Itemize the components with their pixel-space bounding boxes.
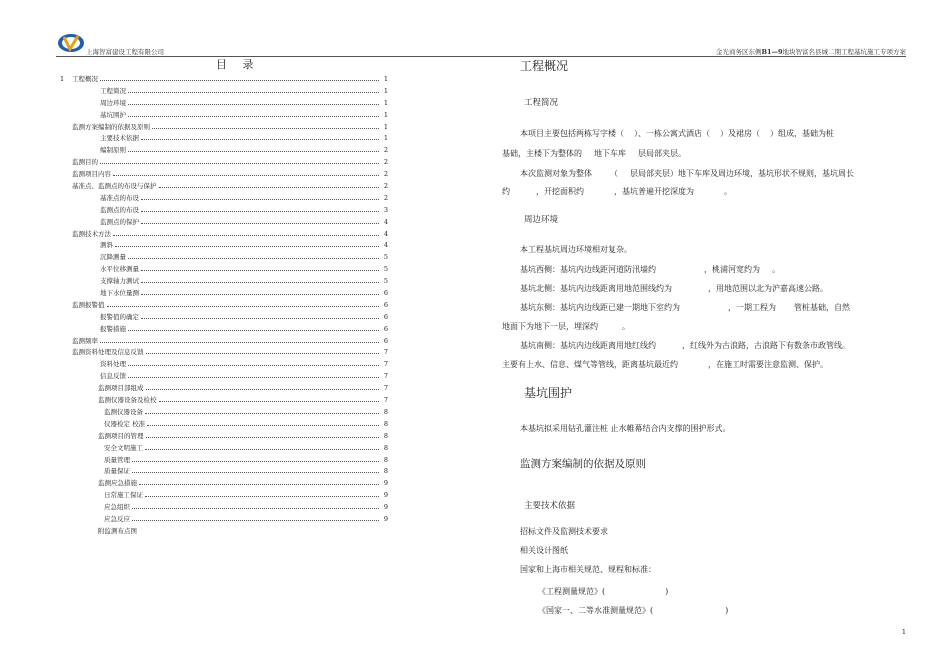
toc-item-page: 2 xyxy=(383,146,388,155)
toc-item[interactable] xyxy=(60,502,388,514)
toc-leader-dots xyxy=(128,257,379,259)
toc-leader-dots xyxy=(141,138,379,140)
toc-leader-dots xyxy=(146,436,380,438)
toc-leader-dots xyxy=(146,388,380,390)
toc-item-label: 编制原则 xyxy=(100,146,126,155)
toc-item-label: 水平位移测量 xyxy=(100,265,139,274)
toc-item-page: 8 xyxy=(383,443,388,452)
toc-leader-dots xyxy=(132,460,379,462)
paragraph-brief-1: 本项目主要包括两栋写字楼（ ）、一栋公寓式酒店（ ）及裙房（ ）组成，基础为桩 xyxy=(520,129,834,138)
toc-item[interactable] xyxy=(60,347,388,359)
toc-leader-dots xyxy=(113,234,379,236)
toc-item-label: 沉降测量 xyxy=(100,253,126,262)
toc-item-label: 测斜 xyxy=(100,241,113,250)
toc-item[interactable] xyxy=(60,312,388,324)
toc-item[interactable] xyxy=(60,276,388,288)
paragraph-tech-3: 国家和上海市相关规范、规程和标准： xyxy=(520,565,656,574)
toc-item-label: 监测项目部组成 xyxy=(98,384,144,393)
toc-item-page: 8 xyxy=(383,419,388,428)
toc-leader-dots xyxy=(159,400,380,402)
toc-item[interactable] xyxy=(60,300,388,312)
toc-item-page: 9 xyxy=(383,479,388,488)
toc-item-label: 监测技术方法 xyxy=(72,229,111,238)
paragraph-env-east: 基坑东侧：基坑内边线距已建一期地下室约为 ，一期工程为 管桩基础，自然 xyxy=(520,303,850,312)
paragraph-env-west: 基坑西侧：基坑内边线距河道防汛墙约 ，桃浦河宽约为 。 xyxy=(520,265,780,274)
toc-item[interactable] xyxy=(60,98,388,110)
paragraph-brief-2: 基础，主楼下为整体的 地下车库 层局部夹层。 xyxy=(502,149,686,158)
heading-basis: 监测方案编制的依据及原则 xyxy=(520,458,646,470)
toc-item-page: 9 xyxy=(383,514,388,523)
heading-brief: 工程简况 xyxy=(524,98,559,108)
toc-item-label: 信息反馈 xyxy=(100,372,126,381)
toc-item-page: 5 xyxy=(383,277,388,286)
paragraph-env-east-2: 地面下为地下一层，埋深约 。 xyxy=(502,322,630,331)
toc-leader-dots xyxy=(141,198,379,200)
toc-item[interactable] xyxy=(60,229,388,241)
heading-pit: 基坑围护 xyxy=(524,386,573,400)
toc-item-label: 监测项目内容 xyxy=(72,170,111,179)
toc-item-label: 报警措施 xyxy=(100,324,126,333)
header-rule xyxy=(56,56,906,57)
company-logo-icon xyxy=(56,32,86,54)
toc-item[interactable] xyxy=(60,133,388,145)
toc-item-page: 6 xyxy=(383,289,388,298)
heading-overview: 工程概况 xyxy=(520,59,569,73)
toc-leader-dots xyxy=(128,103,379,105)
toc-item-page: 6 xyxy=(383,324,388,333)
toc-item-page: 8 xyxy=(383,467,388,476)
toc-leader-dots xyxy=(141,222,379,224)
toc-item-page: 1 xyxy=(383,122,388,131)
toc-item-label: 监测仪器设备及检校 xyxy=(98,396,157,405)
toc-item[interactable] xyxy=(60,455,388,467)
toc-item-label: 监测点的保护 xyxy=(100,217,139,226)
toc-item-label: 质量保证 xyxy=(104,467,130,476)
document-title: 金光商务区东侧B1—9地块智富名县城二期工程基坑施工专项方案 xyxy=(715,48,906,56)
toc-item-page: 6 xyxy=(383,312,388,321)
toc-item-label: 监测方案编制的依据及原则 xyxy=(72,122,150,131)
toc-item-page: 2 xyxy=(383,182,388,191)
paragraph-tech-1: 招标文件及监测技术要求 xyxy=(520,527,608,536)
toc-item-label: 地下水位量测 xyxy=(100,289,139,298)
toc-leader-dots xyxy=(115,245,379,247)
toc-leader-dots xyxy=(107,305,380,307)
standard-1: 《工程测量规范》( ) xyxy=(538,587,669,596)
toc-leader-dots xyxy=(159,186,380,188)
toc-item-label: 监测仪器设备 xyxy=(104,407,143,416)
toc-leader-dots xyxy=(100,162,379,164)
toc-leader-dots xyxy=(146,352,380,354)
toc-item-label: 监测目的 xyxy=(72,158,98,167)
toc-leader-dots xyxy=(145,412,379,414)
toc-item-page: 8 xyxy=(383,455,388,464)
toc-item-label: 监测项目的管理 xyxy=(98,431,144,440)
toc-leader-dots xyxy=(145,495,379,497)
toc-item-page: 1 xyxy=(383,110,388,119)
toc-item[interactable] xyxy=(60,86,388,98)
toc-item[interactable] xyxy=(60,181,388,193)
toc-leader-dots xyxy=(132,471,379,473)
heading-tech: 主要技术依据 xyxy=(524,501,576,511)
toc-leader-dots xyxy=(147,424,379,426)
standard-2: 《国家一、二等水准测量规范》( ) xyxy=(538,606,729,615)
paragraph-env-south-2: 主要有上水、信息、煤气等管线，距离基坑最近约 ，在施工时需要注意监测、保护。 xyxy=(502,360,828,369)
heading-environment: 周边环境 xyxy=(524,215,559,225)
toc-item-page: 1 xyxy=(383,134,388,143)
paragraph-env-intro: 本工程基坑周边环境相对复杂。 xyxy=(520,245,632,254)
toc-item-label: 基准点的布设 xyxy=(100,193,139,202)
toc-item-label: 周边环境 xyxy=(100,98,126,107)
toc-leader-dots xyxy=(145,448,379,450)
toc-leader-dots xyxy=(141,281,379,283)
toc-leader-dots xyxy=(128,150,379,152)
toc-leader-dots xyxy=(141,317,379,319)
paragraph-brief-3: 本次监测对象为整体 （ 层局部夹层）地下车库及周边环境，基坑形状不规则，基坑周长 xyxy=(520,169,854,178)
paragraph-tech-2: 相关设计图纸 xyxy=(520,546,568,555)
toc-item[interactable] xyxy=(60,371,388,383)
toc-item-label: 监测应急措施 xyxy=(98,479,137,488)
toc-item-page: 2 xyxy=(383,170,388,179)
paragraph-env-north: 基坑北侧：基坑内边线距离用地范围线约为 ，用地范围以北为沪嘉高速公路。 xyxy=(520,284,828,293)
toc-heading: 目 录 xyxy=(216,58,260,71)
toc-item-label: 安全文明施工 xyxy=(104,443,143,452)
toc-item-label: 应急组织 xyxy=(104,503,130,512)
toc-item[interactable] xyxy=(60,110,388,122)
toc-item[interactable] xyxy=(60,443,388,455)
toc-item-label: 资料处理 xyxy=(100,360,126,369)
toc-leader-dots xyxy=(128,115,379,117)
toc-item[interactable] xyxy=(60,264,388,276)
toc-leader-dots xyxy=(139,483,379,485)
toc-item-page: 1 xyxy=(383,98,388,107)
toc-item[interactable] xyxy=(60,466,388,478)
toc-item[interactable] xyxy=(60,324,388,336)
toc-item-label: 基坑围护 xyxy=(100,110,126,119)
company-name: 上海智富建设工程有限公司 xyxy=(86,48,164,56)
toc-leader-dots xyxy=(128,91,379,93)
toc-item-page: 2 xyxy=(383,193,388,202)
toc-item[interactable] xyxy=(60,169,388,181)
toc-item[interactable] xyxy=(60,205,388,217)
toc-item-label: 应急反应 xyxy=(104,514,130,523)
toc-item[interactable] xyxy=(60,514,388,526)
toc-item-label: 报警值的确定 xyxy=(100,312,139,321)
toc-item[interactable] xyxy=(60,419,388,431)
toc-item-page: 8 xyxy=(383,431,388,440)
toc-item-page: 4 xyxy=(383,241,388,250)
toc-item-page: 7 xyxy=(383,372,388,381)
toc-item[interactable] xyxy=(60,240,388,252)
toc-item-page: 8 xyxy=(383,407,388,416)
toc-item[interactable] xyxy=(60,145,388,157)
toc-item-page: 5 xyxy=(383,265,388,274)
paragraph-env-south: 基坑南侧：基坑内边线距离用地红线约 ，红线外为古浪路，古浪路下有数条市政管线。 xyxy=(520,341,850,350)
toc-item-page: 7 xyxy=(383,360,388,369)
toc-item[interactable] xyxy=(60,288,388,300)
toc-item[interactable] xyxy=(60,217,388,229)
toc-item[interactable] xyxy=(60,252,388,264)
toc-item[interactable] xyxy=(60,193,388,205)
toc-item-page: 7 xyxy=(383,384,388,393)
toc-item[interactable] xyxy=(60,122,388,134)
toc-item-page: 4 xyxy=(383,229,388,238)
toc-item-page: 2 xyxy=(383,158,388,167)
toc-item-page: 9 xyxy=(383,503,388,512)
toc-item-page: 7 xyxy=(383,396,388,405)
toc-leader-dots xyxy=(128,364,379,366)
toc-item-label: 工程简况 xyxy=(100,86,126,95)
toc-item[interactable] xyxy=(60,407,388,419)
toc-leader-dots xyxy=(152,127,379,129)
toc-item[interactable] xyxy=(60,336,388,348)
toc-item-label: 基准点、监测点的布设与保护 xyxy=(72,182,157,191)
toc-item-label: 监测点的布设 xyxy=(100,205,139,214)
toc-item[interactable] xyxy=(60,478,388,490)
toc-item[interactable] xyxy=(60,490,388,502)
toc-item-label: 日常施工保证 xyxy=(104,491,143,500)
toc-leader-dots xyxy=(141,210,379,212)
toc-item-page: 1 xyxy=(383,75,388,83)
toc-leader-dots xyxy=(141,269,379,271)
paragraph-brief-4: 约 ，开挖面积约 ，基坑普遍开挖深度为 。 xyxy=(502,187,732,196)
toc-item-page: 1 xyxy=(383,86,388,95)
toc-item-label: 监测频率 xyxy=(72,336,98,345)
toc-item[interactable] xyxy=(60,157,388,169)
page-number: 1 xyxy=(901,628,906,636)
toc-leader-dots xyxy=(100,341,379,343)
toc-item-page: 3 xyxy=(383,205,388,214)
toc-item[interactable] xyxy=(60,431,388,443)
toc-leader-dots xyxy=(100,79,379,81)
toc-item-label: 支撑轴力测试 xyxy=(100,277,139,286)
toc-leader-dots xyxy=(132,507,379,509)
toc-leader-dots xyxy=(141,293,379,295)
toc-item-label: 质量管理 xyxy=(104,455,130,464)
toc-item-label: 工程概况 xyxy=(72,75,98,83)
toc-item-number: 1 xyxy=(60,75,65,83)
toc-item-label: 仪器检定 校准 xyxy=(104,419,146,428)
toc-item-page: 4 xyxy=(383,217,388,226)
paragraph-pit: 本基坑拟采用钻孔灌注桩 止水帷幕结合内支撑的围护形式。 xyxy=(520,424,731,433)
toc-item-page: 9 xyxy=(383,491,388,500)
toc-leader-dots xyxy=(132,519,379,521)
toc-item[interactable] xyxy=(60,359,388,371)
toc-item-page: 5 xyxy=(383,253,388,262)
table-of-contents xyxy=(60,74,388,538)
toc-item-label: 主要技术依据 xyxy=(100,134,139,143)
toc-item-label: 附监测布点图 xyxy=(98,526,137,535)
toc-item-page: 6 xyxy=(383,300,388,309)
toc-item-label: 监测报警值 xyxy=(72,300,105,309)
toc-item[interactable] xyxy=(60,526,388,538)
toc-item-label: 监测资料处理及信息反馈 xyxy=(72,348,144,357)
toc-leader-dots xyxy=(128,376,379,378)
toc-item-page: 6 xyxy=(383,336,388,345)
toc-item[interactable] xyxy=(60,383,388,395)
toc-item[interactable] xyxy=(60,74,388,86)
toc-item-page: 7 xyxy=(383,348,388,357)
toc-leader-dots xyxy=(128,329,379,331)
toc-leader-dots xyxy=(113,174,379,176)
toc-item[interactable] xyxy=(60,395,388,407)
